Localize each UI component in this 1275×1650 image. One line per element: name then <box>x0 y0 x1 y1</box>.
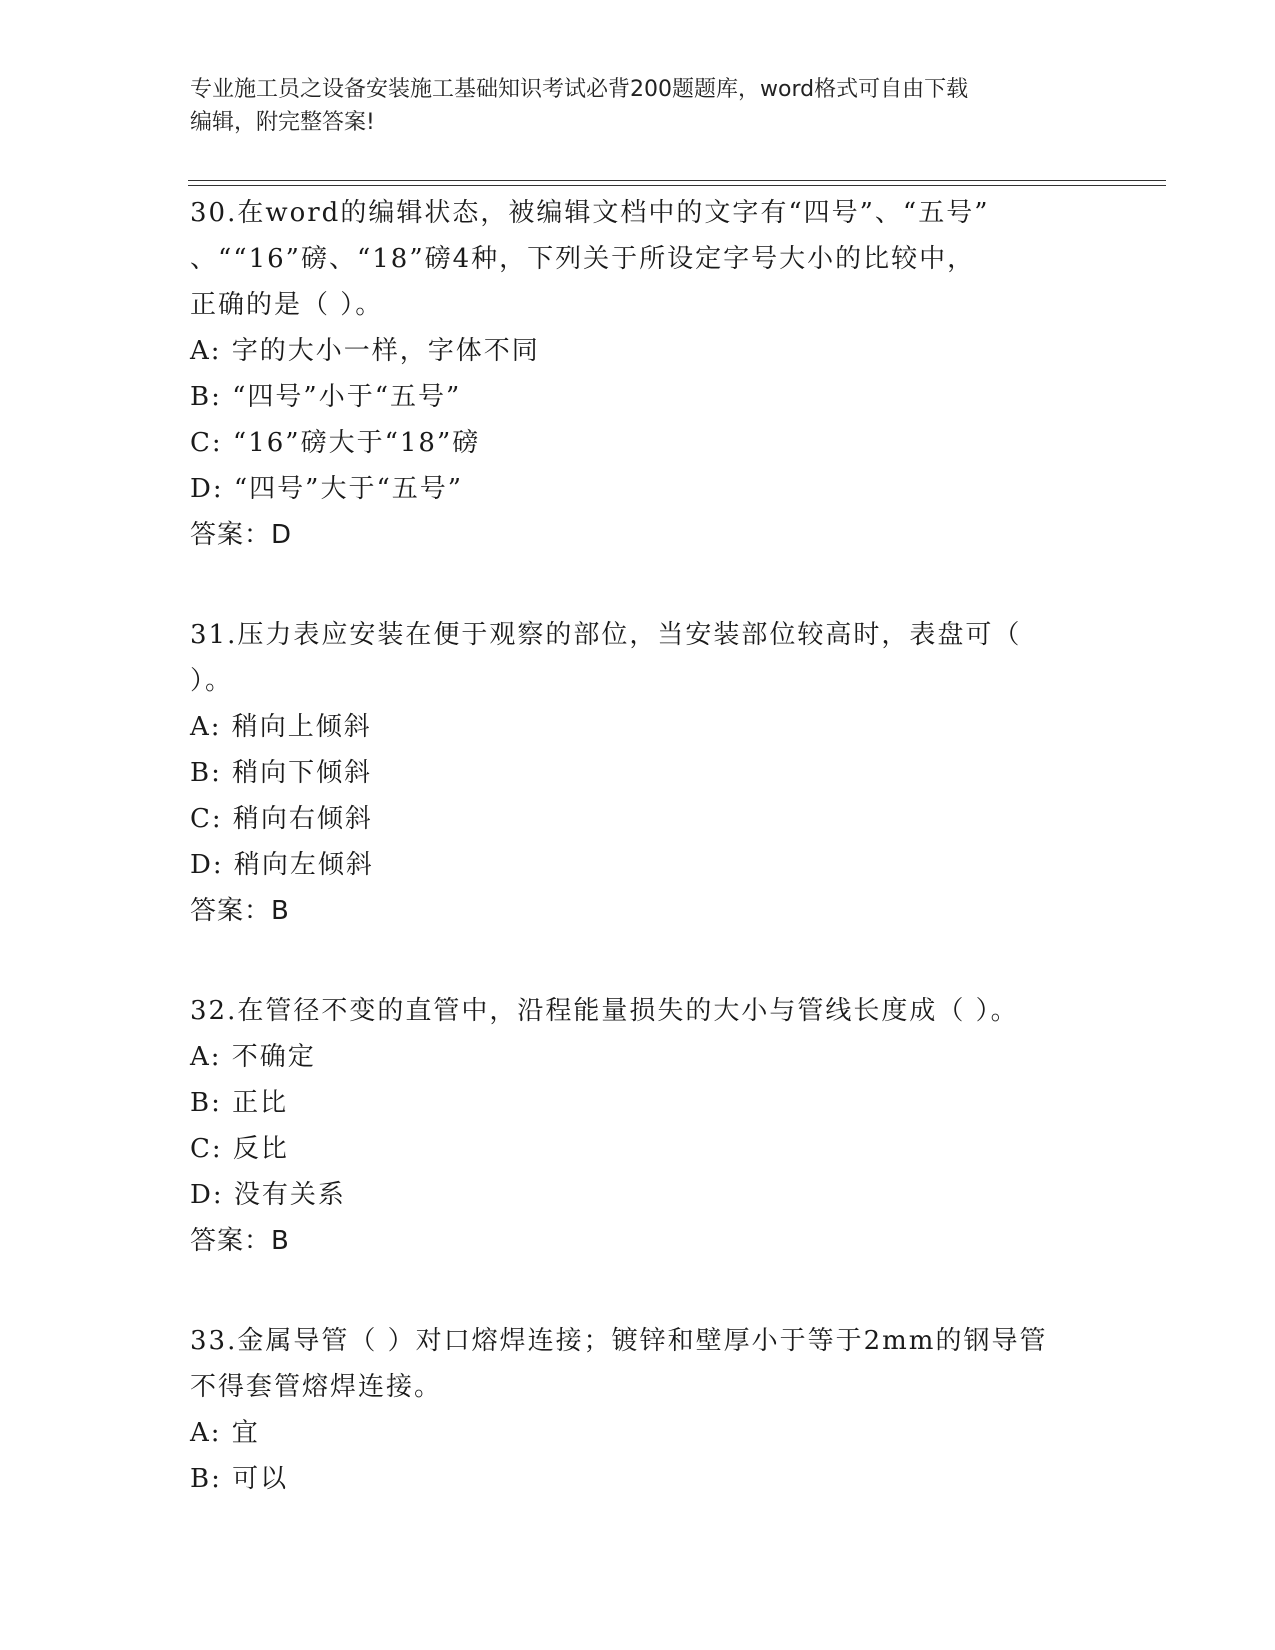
question-33 <box>190 1318 1070 1502</box>
option-b: B: 可以 <box>190 1464 289 1494</box>
question-list <box>190 190 1070 1502</box>
option-c: C: 稍向右倾斜 <box>190 804 373 834</box>
option-c: C: “16”磅大于“18”磅 <box>190 428 481 458</box>
option-d: D: “四号”大于“五号” <box>190 474 464 504</box>
option-b: B: “四号”小于“五号” <box>190 382 462 412</box>
stem-line: 30.在word的编辑状态，被编辑文档中的文字有“四号”、“五号” <box>190 198 990 228</box>
stem-line: 正确的是（ ）。 <box>190 290 384 320</box>
option-b: B: 正比 <box>190 1088 289 1118</box>
question-stem <box>190 988 1070 1034</box>
document-header <box>190 73 1090 139</box>
stem-line: 31.压力表应安装在便于观察的部位，当安装部位较高时，表盘可（ <box>190 620 1022 650</box>
answer-line: 答案：B <box>190 896 290 926</box>
question-32 <box>190 988 1070 1264</box>
answer-line: 答案：D <box>190 520 293 550</box>
question-stem <box>190 612 1070 704</box>
question-30 <box>190 190 1070 558</box>
question-stem <box>190 1318 1070 1410</box>
stem-line: 、““16”磅、“18”磅4种，下列关于所设定字号大小的比较中， <box>190 244 976 274</box>
option-d: D: 没有关系 <box>190 1180 346 1210</box>
stem-line: 32.在管径不变的直管中，沿程能量损失的大小与管线长度成（ ）。 <box>190 996 1019 1026</box>
question-stem <box>190 190 1070 328</box>
option-a: A: 字的大小一样，字体不同 <box>190 336 540 366</box>
header-line-1: 专业施工员之设备安装施工基础知识考试必背200题题库，word格式可自由下载 <box>190 77 969 102</box>
option-a: A: 稍向上倾斜 <box>190 712 372 742</box>
option-b: B: 稍向下倾斜 <box>190 758 373 788</box>
question-31 <box>190 612 1070 934</box>
stem-line: 33.金属导管（ ）对口熔焊连接；镀锌和壁厚小于等于2mm的钢导管 <box>190 1326 1048 1356</box>
header-divider-bottom <box>188 185 1166 186</box>
stem-line: ）。 <box>190 666 234 696</box>
header-divider-top <box>188 180 1166 181</box>
header-line-2: 编辑，附完整答案! <box>190 110 375 135</box>
option-a: A: 宜 <box>190 1418 260 1448</box>
answer-line: 答案：B <box>190 1226 290 1256</box>
option-a: A: 不确定 <box>190 1042 316 1072</box>
option-c: C: 反比 <box>190 1134 289 1164</box>
option-d: D: 稍向左倾斜 <box>190 850 374 880</box>
stem-line: 不得套管熔焊连接。 <box>190 1372 443 1402</box>
